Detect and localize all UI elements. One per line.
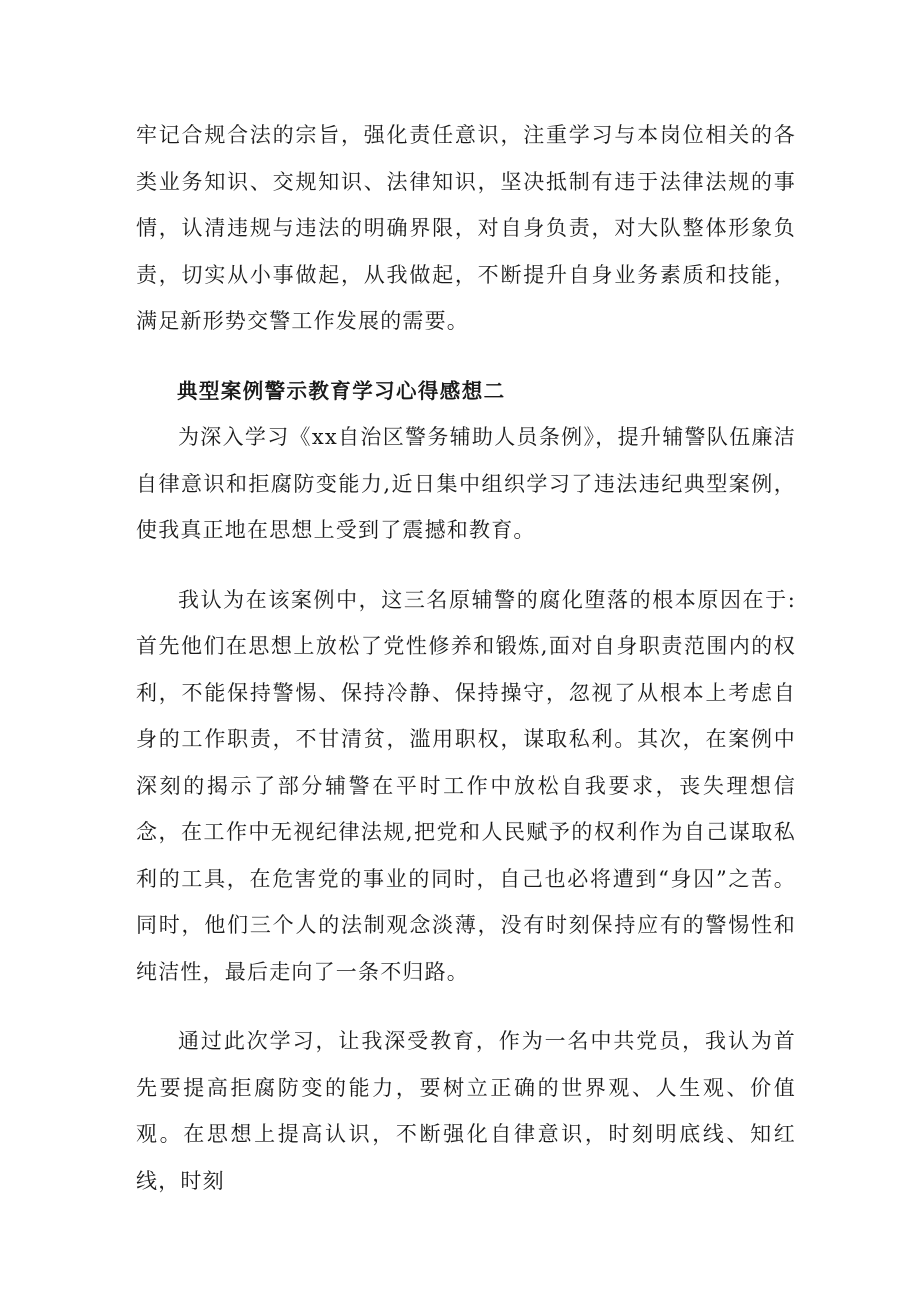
document-body <box>136 112 796 1204</box>
section-heading: 典型案例警示教育学习心得感想二 <box>177 378 506 403</box>
paragraph-continuation: 牢记合规合法的宗旨，强化责任意识，注重学习与本岗位相关的各类业务知识、交规知识、法律知识，坚决抵制有违于法律法规的事情，认清违规与违法的明确界限，对自身负责，对大队整体形象负责，切实从小事做起，从我做起，不断提升自身业务素质和技能，满足新形势交警工作发展的需要。 <box>136 123 796 333</box>
paragraph-analysis: 我认为在该案例中，这三名原辅警的腐化堕落的根本原因在于:首先他们在思想上放松了党性修养和锻炼,面对自身职责范围内的权利，不能保持警惕、保持冷静、保持操守，忽视了从根本上考虑自身的工作职责，不甘清贫，滥用职权，谋取私利。其次，在案例中深刻的揭示了部分辅警在平时工作中放松自我要求，丧失理想信念，在工作中无视纪律法规,把党和人民赋予的权利作为自己谋取私利的工具，在危害党的事业的同时，自己也必将遭到“身囚”之苦。同时，他们三个人的法制观念淡薄，没有时刻保持应有的警惕性和纯洁性，最后走向了一条不归路。 <box>136 587 796 984</box>
paragraph-intro: 为深入学习《xx自治区警务辅助人员条例》，提升辅警队伍廉洁自律意识和拒腐防变能力,近日集中组织学习了违法违纪典型案例，使我真正地在思想上受到了震撼和教育。 <box>136 425 796 542</box>
paragraph-reflection: 通过此次学习，让我深受教育，作为一名中共党员，我认为首先要提高拒腐防变的能力，要树立正确的世界观、人生观、价值观。在思想上提高认识，不断强化自律意识，时刻明底线、知红线，时刻 <box>136 1029 796 1193</box>
